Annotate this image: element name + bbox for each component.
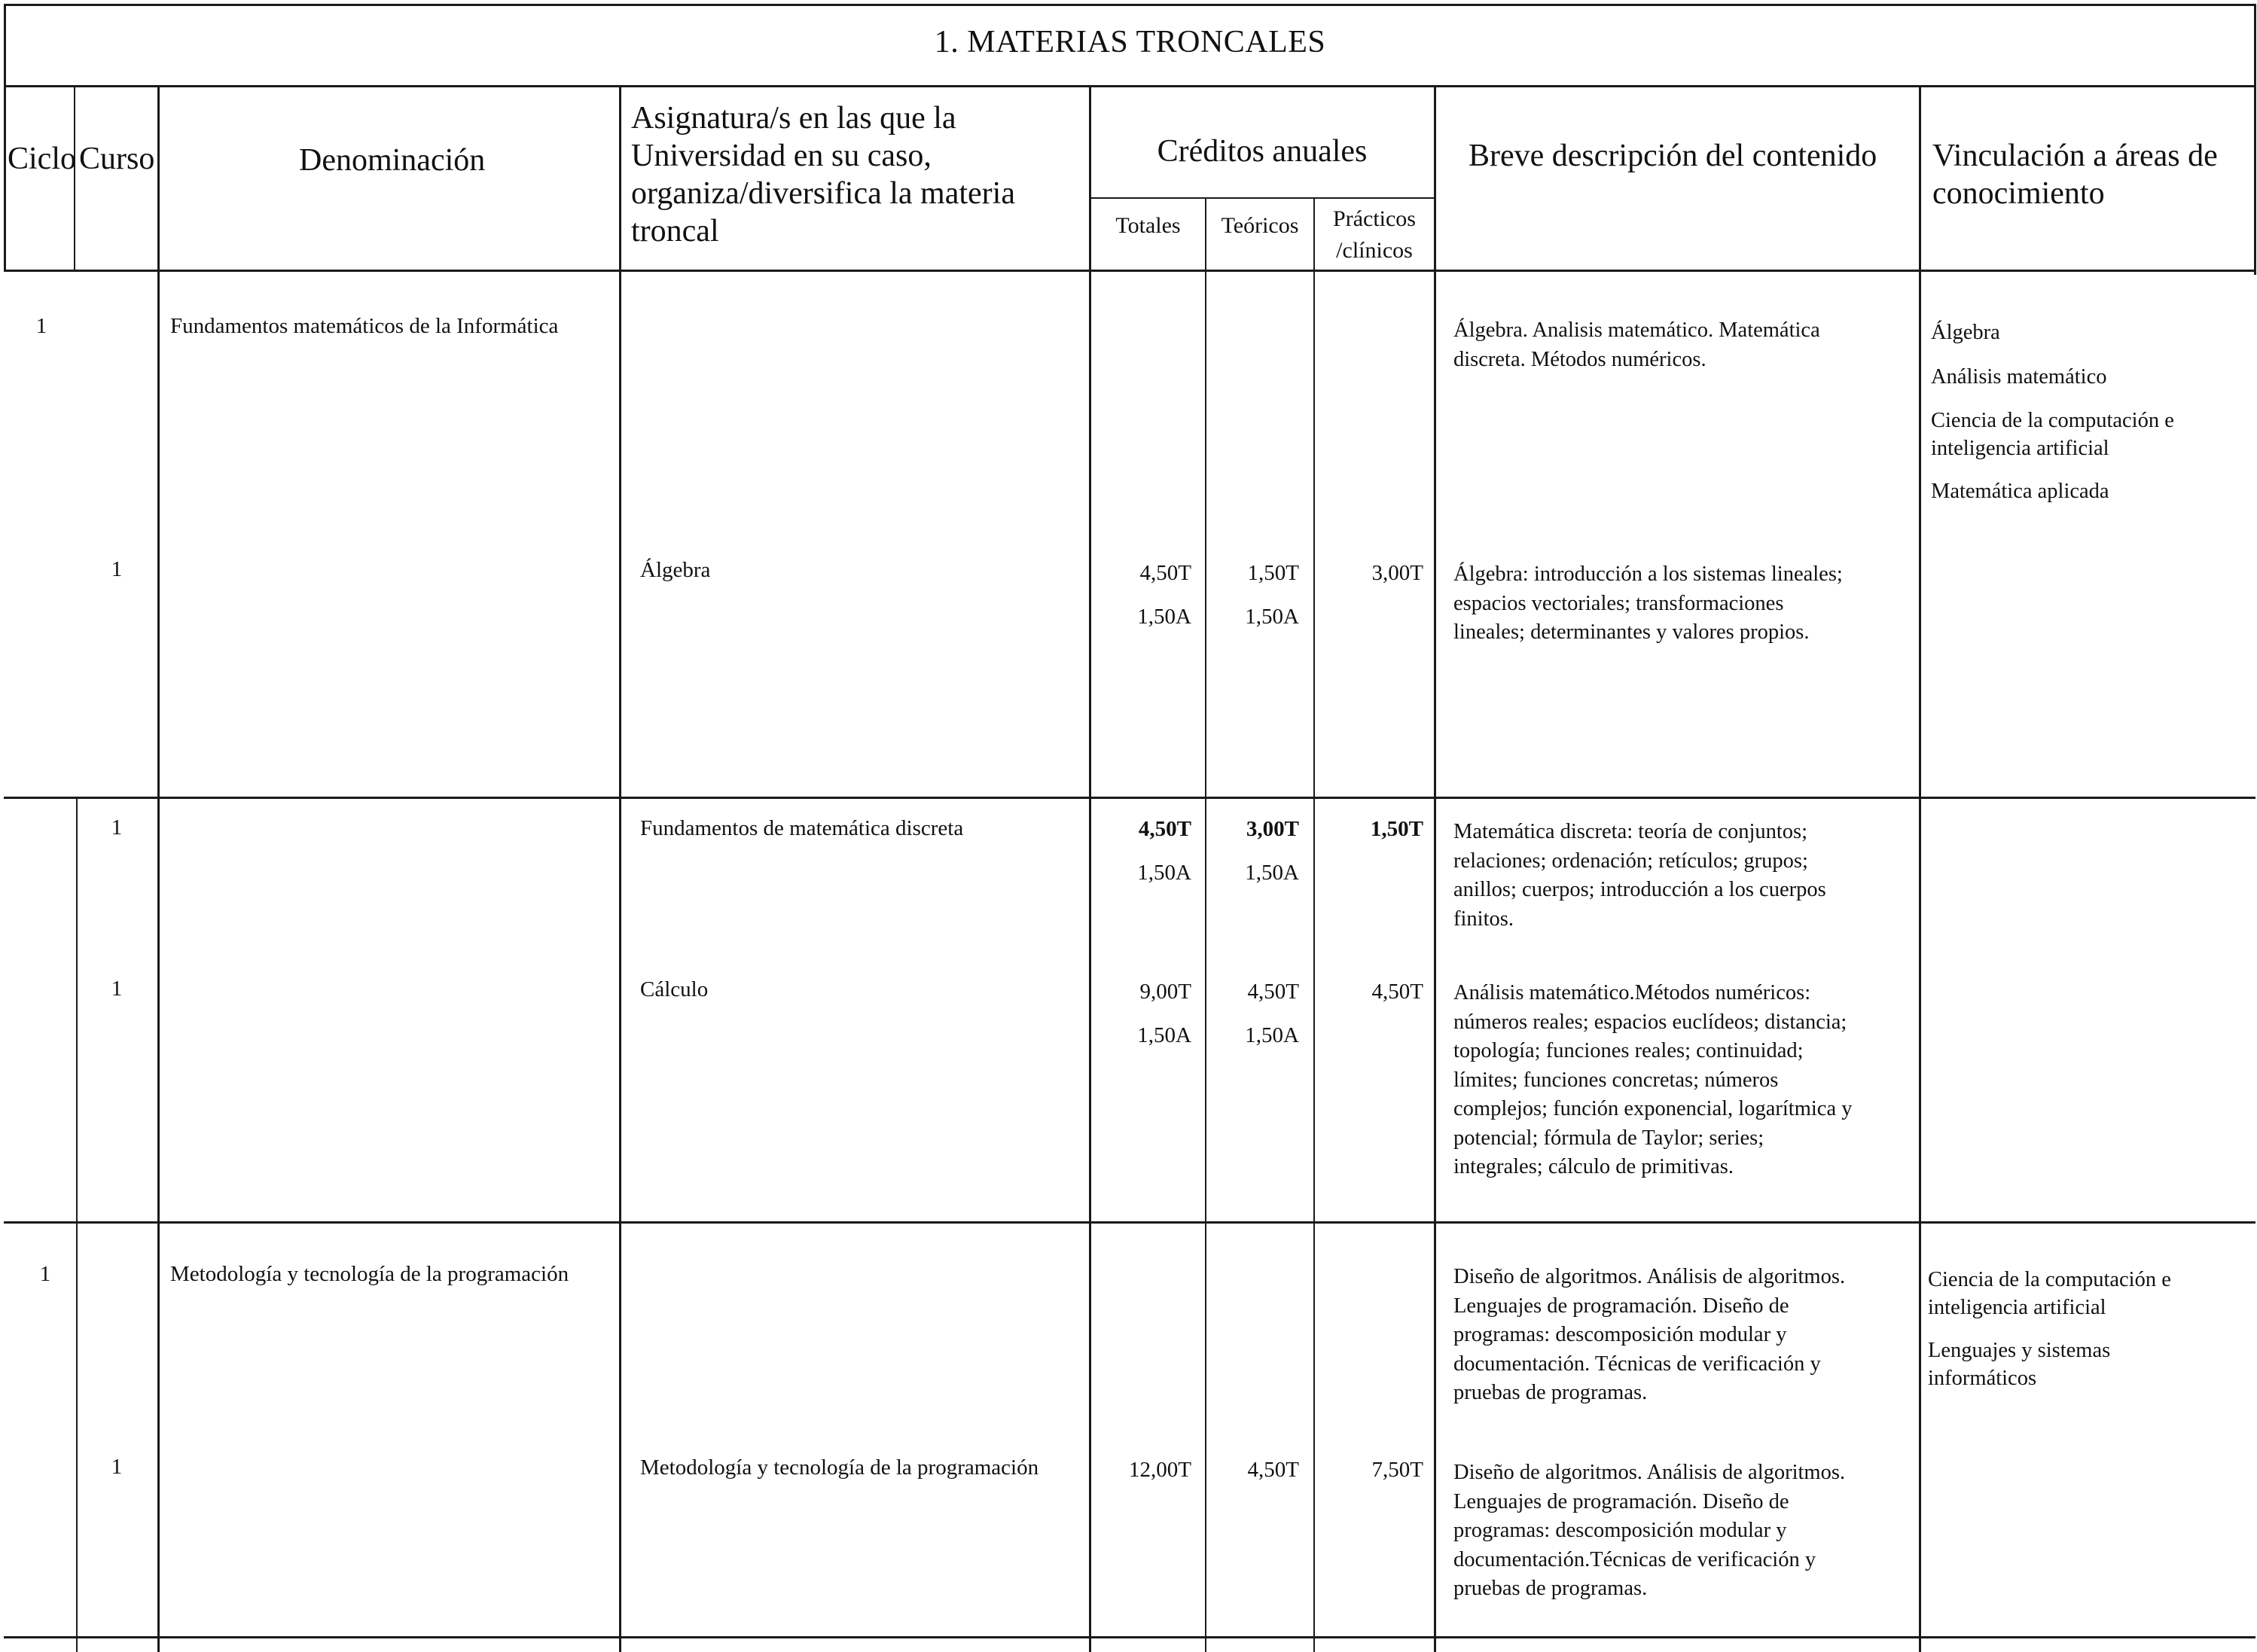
grid-line bbox=[1205, 197, 1206, 1652]
cell-totales: 4,50T bbox=[1138, 817, 1191, 841]
header-totales: Totales bbox=[1115, 213, 1181, 238]
cell-practicos: 7,50T bbox=[1371, 1458, 1423, 1482]
cell-area: Análisis matemático bbox=[1931, 365, 2107, 389]
header-creditos: Créditos anuales bbox=[1157, 134, 1368, 169]
cell-teoricos: 3,00T bbox=[1246, 817, 1299, 841]
cell-asignatura: Cálculo bbox=[640, 977, 709, 1001]
header-vinculacion: Vinculación a áreas de conocimiento bbox=[1932, 139, 2218, 211]
cell-teoricos: 1,50A bbox=[1245, 1023, 1299, 1047]
cell-asignatura: Álgebra bbox=[640, 558, 711, 582]
header-denominacion: Denominación bbox=[299, 143, 486, 178]
cell-totales: 1,50A bbox=[1137, 1023, 1191, 1047]
cell-area: Álgebra bbox=[1931, 321, 2000, 344]
grid-line bbox=[4, 4, 2255, 6]
cell-area: Matemática aplicada bbox=[1931, 480, 2109, 503]
cell-curso: 1 bbox=[111, 815, 123, 840]
cell-descripcion: Álgebra: introducción a los sistemas lineales; espacios vectoriales; transformaciones lineales; determinantes y valores propios. bbox=[1453, 562, 1843, 644]
cell-area: Lenguajes y sistemas informáticos bbox=[1928, 1339, 2111, 1390]
grid-line bbox=[4, 1636, 2255, 1638]
cell-descripcion: Álgebra. Analisis matemático. Matemática discreta. Métodos numéricos. bbox=[1453, 319, 1820, 371]
cell-totales: 12,00T bbox=[1129, 1458, 1191, 1482]
grid-line bbox=[4, 270, 2255, 272]
grid-line bbox=[4, 85, 2255, 87]
cell-curso: 1 bbox=[111, 977, 123, 1001]
cell-practicos: 3,00T bbox=[1371, 561, 1423, 585]
cell-descripcion: Diseño de algoritmos. Análisis de algoritmos. Lenguajes de programación. Diseño de programas: descomposición modular y documentación.Técnicas de verificación y pruebas de programas. bbox=[1453, 1461, 1846, 1600]
cell-practicos: 4,50T bbox=[1371, 980, 1423, 1004]
cell-teoricos: 1,50A bbox=[1245, 605, 1299, 629]
grid-line bbox=[1313, 197, 1315, 1652]
cell-area: Ciencia de la computación e inteligencia artificial bbox=[1931, 409, 2174, 460]
cell-practicos: 1,50T bbox=[1370, 817, 1423, 841]
cell-asignatura: Metodología y tecnología de la programación bbox=[640, 1455, 1039, 1480]
cell-totales: 1,50A bbox=[1137, 861, 1191, 885]
cell-denominacion: Fundamentos matemáticos de la Informática bbox=[170, 314, 559, 338]
cell-area: Ciencia de la computación e inteligencia artificial bbox=[1928, 1268, 2171, 1319]
cell-descripcion: Diseño de algoritmos. Análisis de algoritmos. Lenguajes de programación. Diseño de programas: descomposición modular y documentación. Técnicas de verificación y pruebas de programas. bbox=[1453, 1265, 1846, 1404]
grid-line bbox=[4, 797, 2255, 799]
cell-teoricos: 4,50T bbox=[1247, 980, 1299, 1004]
cell-teoricos: 1,50T bbox=[1247, 561, 1299, 585]
cell-descripcion: Análisis matemático.Métodos numéricos: números reales; espacios euclídeos; distancia; topología; funciones reales; continuidad; límites; funciones concretas; números complejos; función exponencial, logarítmica y potencial; fórmula de Taylor; series; integrales; cálculo de primitivas. bbox=[1453, 981, 1853, 1178]
cell-totales: 9,00T bbox=[1139, 980, 1191, 1004]
grid-line bbox=[1089, 87, 1091, 1652]
grid-line bbox=[1434, 87, 1436, 1652]
grid-line bbox=[1919, 87, 1921, 1652]
grid-line bbox=[157, 87, 160, 1652]
cell-totales: 4,50T bbox=[1139, 561, 1191, 585]
cell-ciclo: 1 bbox=[39, 1262, 51, 1286]
grid-line bbox=[1089, 197, 1435, 199]
header-teoricos: Teóricos bbox=[1221, 213, 1299, 238]
cell-totales: 1,50A bbox=[1137, 605, 1191, 629]
table-title: 1. MATERIAS TRONCALES bbox=[934, 25, 1326, 59]
cell-teoricos: 1,50A bbox=[1245, 861, 1299, 885]
cell-descripcion: Matemática discreta: teoría de conjuntos; relaciones; ordenación; retículos; grupos; anillos; cuerpos; introducción a los cuerpos finitos. bbox=[1453, 820, 1826, 931]
header-asignatura: Asignatura/s en las que la Universidad en su caso, organiza/diversifica la materia troncal bbox=[631, 101, 1015, 248]
grid-line bbox=[2254, 4, 2256, 275]
header-curso: Curso bbox=[79, 142, 155, 176]
grid-line bbox=[619, 87, 621, 1652]
grid-line bbox=[76, 798, 78, 1652]
header-practicos: Prácticos /clínicos bbox=[1333, 206, 1416, 263]
cell-denominacion: Metodología y tecnología de la programación bbox=[170, 1262, 569, 1286]
grid-line bbox=[4, 1221, 2255, 1224]
cell-teoricos: 4,50T bbox=[1247, 1458, 1299, 1482]
cell-ciclo: 1 bbox=[35, 314, 47, 338]
grid-line bbox=[74, 87, 75, 271]
cell-asignatura: Fundamentos de matemática discreta bbox=[640, 816, 964, 840]
cell-curso: 1 bbox=[111, 557, 123, 581]
header-ciclo: Ciclo bbox=[8, 142, 76, 176]
header-descripcion: Breve descripción del contenido bbox=[1469, 139, 1877, 173]
cell-curso: 1 bbox=[111, 1455, 123, 1479]
